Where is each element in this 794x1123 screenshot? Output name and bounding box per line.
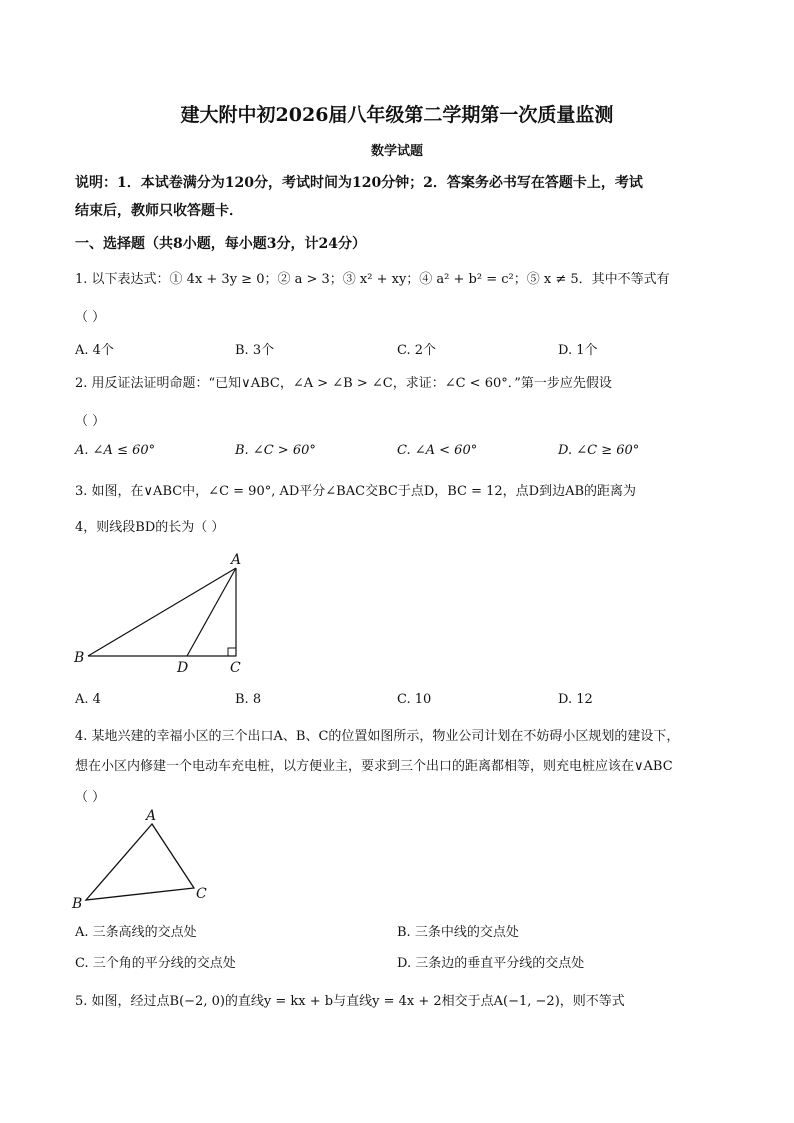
q4-label-b: B xyxy=(72,896,83,910)
q3-option-c: C. 10 xyxy=(397,692,432,707)
q4-label-a: A xyxy=(146,808,157,824)
instructions-line-2: 结束后，教师只收答题卡． xyxy=(75,203,243,219)
exam-subtitle: 数学试题 xyxy=(370,144,423,159)
q3-option-b: B. 8 xyxy=(235,692,262,707)
q1-option-b: B. 3个 xyxy=(235,343,275,358)
q4-option-c: C. 三个角的平分线的交点处 xyxy=(75,956,236,971)
q1-option-d: D. 1个 xyxy=(558,343,598,358)
q3-label-b: B xyxy=(74,650,85,666)
q4-option-b: B. 三条中线的交点处 xyxy=(397,925,519,940)
q1-option-c: C. 2个 xyxy=(397,343,437,358)
q4-option-d: D. 三条边的垂直平分线的交点处 xyxy=(397,956,585,971)
q3-label-c: C xyxy=(230,660,241,676)
q2-stem: 2. 用反证法证明命题：“已知∨ABC，∠A > ∠B > ∠C，求证：∠C < 60°．”第一步应先假设 xyxy=(75,376,612,391)
q3-segment-ad xyxy=(187,568,236,656)
instructions-line-1: 说明：1．本试卷满分为120分，考试时间为120分钟；2．答案务必书写在答题卡上，考试 xyxy=(75,175,643,191)
q4-stem-line-1: 4. 某地兴建的幸福小区的三个出口A、B、C的位置如图所示，物业公司计划在不妨碍小区规划的建设下， xyxy=(75,729,680,744)
q3-stem-line-1: 3. 如图，在∨ABC中，∠C = 90°, AD平分∠BAC交BC于点D，BC = 12，点D到边AB的距离为 xyxy=(75,484,637,499)
q4-triangle-figure xyxy=(70,806,220,910)
q3-option-a: A. 4 xyxy=(75,692,101,707)
q4-option-a: A. 三条高线的交点处 xyxy=(75,925,197,940)
q3-label-d: D xyxy=(177,660,189,676)
q5-stem: 5. 如图，经过点B(−2, 0)的直线y = kx + b与直线y = 4x + 2相交于点A(−1, −2)，则不等式 xyxy=(75,994,625,1009)
q4-label-c: C xyxy=(196,886,207,902)
q1-answer-blank: （ ） xyxy=(75,310,106,325)
q3-option-d: D. 12 xyxy=(558,692,593,707)
section-heading: 一、选择题（共8小题，每小题3分，计24分） xyxy=(75,236,366,252)
q2-option-d: D. ∠C ≥ 60° xyxy=(558,443,640,458)
q2-option-a: A. ∠A ≤ 60° xyxy=(75,443,156,458)
q2-option-c: C. ∠A < 60° xyxy=(397,443,478,458)
q4-triangle xyxy=(86,824,194,900)
q3-segment-ab xyxy=(88,568,236,656)
q3-label-a: A xyxy=(231,552,242,568)
q1-option-a: A. 4个 xyxy=(75,343,114,358)
q2-answer-blank: （ ） xyxy=(75,414,106,429)
q2-option-b: B. ∠C > 60° xyxy=(235,443,316,458)
q3-triangle-figure xyxy=(70,548,260,678)
q4-stem-line-2: 想在小区内修建一个电动车充电桩，以方便业主，要求到三个出口的距离都相等，则充电桩应该在∨ABC xyxy=(75,759,673,774)
q3-stem-line-2: 4，则线段BD的长为（ ） xyxy=(75,520,225,535)
q4-answer-blank: （ ） xyxy=(75,790,106,805)
q3-right-angle-mark xyxy=(228,648,236,656)
exam-title: 建大附中初2026届八年级第二学期第一次质量监测 xyxy=(180,104,614,126)
q1-stem: 1. 以下表达式：① 4x + 3y ≥ 0；② a > 3；③ x² + xy；④ a² + b² = c²；⑤ x ≠ 5．其中不等式有 xyxy=(75,272,670,287)
